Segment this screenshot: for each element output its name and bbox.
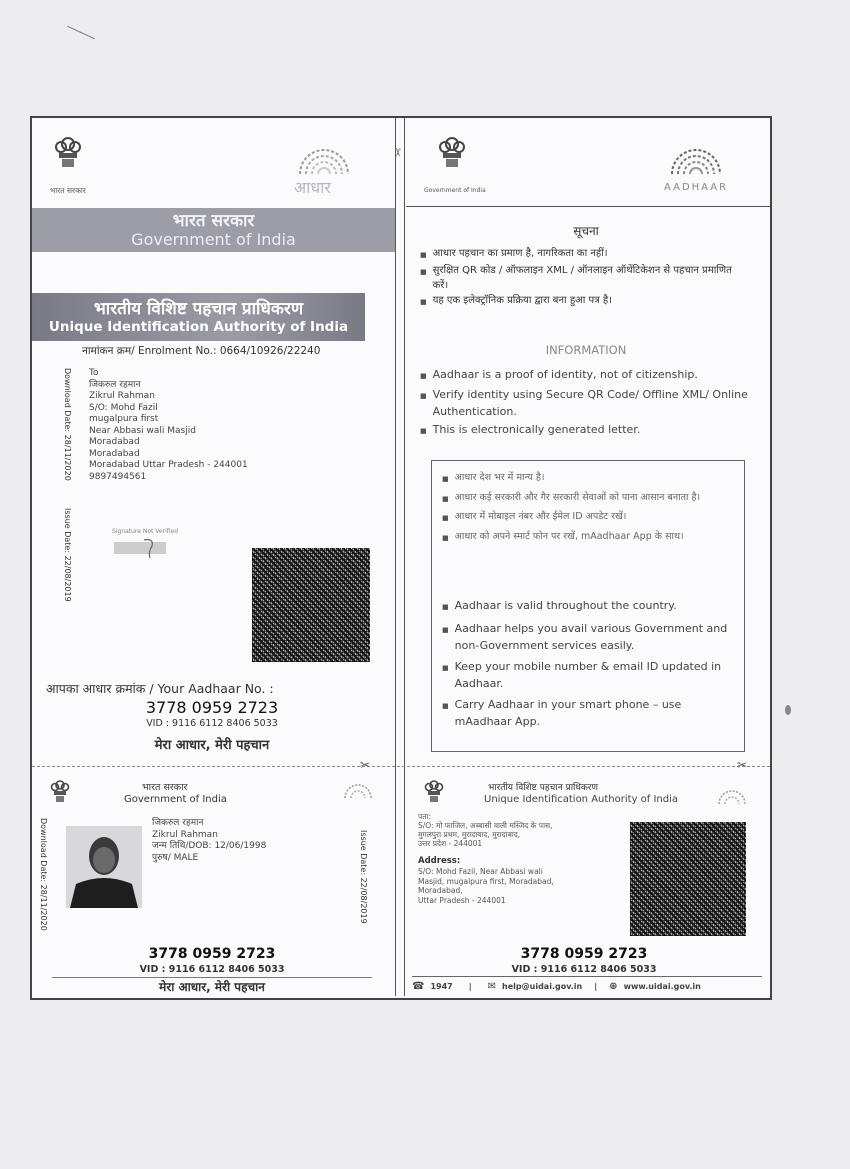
right-header-divider — [406, 206, 770, 207]
address-hindi-line: पता: — [418, 812, 432, 821]
aadhaar-logo-icon — [294, 146, 354, 176]
globe-icon: ⊕ — [609, 981, 618, 992]
address-english-line: Moradabad, — [418, 886, 463, 895]
national-emblem-icon — [54, 134, 82, 172]
holder-details — [152, 818, 266, 864]
aadhaar-logo-icon — [342, 780, 374, 800]
contact-footer — [412, 976, 762, 992]
card-tagline: मेरा आधार, मेरी पहचान — [159, 980, 265, 994]
address-english-line: Uttar Pradesh - 244001 — [418, 895, 506, 905]
card-download-date: Download Date: 28/11/2020 — [39, 818, 48, 931]
holder-photo — [66, 826, 142, 908]
benefit-hindi-item: ■ आधार में मोबाइल नंबर और ईमेल ID अपडेट रखें। — [442, 510, 722, 526]
information-title: INFORMATION — [545, 343, 627, 357]
aadhaar-logo-text: AADHAAR — [664, 182, 729, 193]
card-uidai-hindi: भारतीय विशिष्ट पहचान प्राधिकरण — [488, 783, 598, 793]
download-date: Download Date: 28/11/2020 — [63, 368, 72, 481]
card-qr-code — [630, 822, 746, 936]
address-english-line: Masjid, mugalpura first, Moradabad, — [418, 876, 554, 886]
card-address-hindi — [418, 812, 638, 848]
emblem-caption: भारत सरकार — [50, 186, 86, 195]
footer-separator: | — [594, 982, 598, 991]
card-uidai-english: Unique Identification Authority of India — [484, 794, 679, 805]
aadhaar-number-label: आपका आधार क्रमांक / Your Aadhaar No. : — [46, 681, 274, 696]
signature-mark-icon — [114, 536, 174, 562]
address-hindi-line: मुगलपुरा प्रथम, मुरादाबाद, मुरादाबाद, — [418, 830, 521, 839]
benefits-hindi-list — [442, 471, 722, 545]
emblem-caption: Government of India — [424, 187, 486, 194]
address-line: Zikrul Rahman — [89, 391, 155, 401]
benefits-english-list — [442, 597, 732, 730]
aadhaar-number: 3778 0959 2723 — [145, 698, 279, 717]
card-aadhaar-number: 3778 0959 2723 — [148, 946, 276, 962]
enrolment-number: नामांकन क्रम/ Enrolment No.: 0664/10926/22240 — [82, 345, 321, 357]
information-list — [420, 366, 760, 440]
holder-dob: जन्म तिथि/DOB: 12/06/1998 — [152, 841, 267, 851]
helpline-number: 1947 — [430, 982, 453, 991]
website: www.uidai.gov.in — [623, 982, 701, 991]
card-address-label: Address: — [418, 856, 461, 866]
horizontal-cut-line — [32, 766, 770, 767]
address-line: mugalpura first — [89, 414, 159, 424]
aadhaar-letter — [30, 116, 772, 1000]
issue-date: Issue Date: 22/08/2019 — [63, 508, 72, 602]
card-address-english — [418, 867, 638, 905]
benefit-hindi-item: ■ आधार कई सरकारी और गैर सरकारी सेवाओं को पाना आसान बनाता है। — [442, 491, 722, 507]
suchna-item: ■ सुरक्षित QR कोड / ऑफलाइन XML / ऑनलाइन ऑथेंटिकेशन से पहचान प्रमाणित करें। — [420, 263, 740, 293]
card-vid: VID : 9116 6112 8406 5033 — [139, 964, 285, 975]
address-hindi-line: S/O: मो फाजिल, अब्बासी वाली मस्जिद के पास, — [418, 821, 553, 830]
national-emblem-icon — [438, 134, 466, 172]
right-card-vid: VID : 9116 6112 8406 5033 — [511, 964, 657, 975]
benefit-hindi-item: ■ आधार देश भर में मान्य है। — [442, 471, 722, 487]
aadhaar-logo-text: आधार — [294, 178, 331, 197]
benefit-english-item: ■ Aadhaar helps you avail various Government and non-Government services easily. — [442, 620, 732, 654]
holder-name: Zikrul Rahman — [152, 829, 218, 840]
signature-note: Signature Not Verified — [112, 528, 179, 535]
recipient-address — [89, 368, 289, 483]
card-gov-english: Government of India — [124, 794, 227, 805]
vertical-cut-line — [395, 118, 405, 996]
address-line: Moradabad — [89, 448, 140, 459]
address-line: Near Abbasi wali Masjid — [89, 425, 196, 436]
aadhaar-logo-icon — [716, 786, 748, 806]
aadhaar-benefits-box — [431, 460, 745, 752]
tagline: मेरा आधार, मेरी पहचान — [154, 738, 270, 753]
uidai-hindi-title: भारतीय विशिष्ट पहचान प्राधिकरण — [93, 299, 304, 319]
address-hindi-line: उत्तर प्रदेश - 244001 — [418, 839, 483, 848]
benefit-english-item: ■ Carry Aadhaar in your smart phone – use mAadhaar App. — [442, 696, 732, 730]
national-emblem-icon — [424, 778, 444, 804]
benefit-hindi-item: ■ आधार को अपने स्मार्ट फोन पर रखें, mAadhaar App के साथ। — [442, 530, 722, 546]
scan-mark — [785, 705, 791, 715]
national-emblem-icon — [50, 778, 70, 804]
scissors-icon: ✂ — [737, 758, 748, 772]
address-line: S/O: Mohd Fazil — [89, 402, 158, 413]
suchna-item: ■ आधार पहचान का प्रमाण है, नागरिकता का नहीं। — [420, 246, 740, 263]
gov-english-title: Government of India — [131, 230, 296, 249]
aadhaar-logo-icon — [666, 146, 726, 176]
holder-name-hindi: जिकरुल रहमान — [152, 818, 204, 828]
info-item: ■ This is electronically generated letter. — [420, 421, 760, 441]
address-line: To — [89, 368, 99, 378]
gov-hindi-title: भारत सरकार — [172, 211, 255, 231]
card-gov-hindi: भारत सरकार — [142, 782, 188, 793]
suchna-item: ■ यह एक इलेक्ट्रॉनिक प्रक्रिया द्वारा बना हुआ पत्र है। — [420, 293, 740, 310]
benefit-english-item: ■ Keep your mobile number & email ID updated in Aadhaar. — [442, 658, 732, 692]
address-line: 9897494561 — [89, 471, 147, 482]
address-line: जिकरुल रहमान — [89, 379, 141, 390]
address-line: Moradabad Uttar Pradesh - 244001 — [89, 460, 248, 470]
phone-icon: ☎ — [412, 981, 425, 992]
scissors-icon: ✂ — [360, 758, 371, 772]
footer-separator: | — [468, 982, 472, 991]
scan-mark — [67, 26, 95, 40]
suchna-title: सूचना — [573, 224, 599, 238]
benefit-english-item: ■ Aadhaar is valid throughout the country. — [442, 597, 732, 616]
vid-number: VID : 9116 6112 8406 5033 — [146, 718, 278, 729]
uidai-english-title: Unique Identification Authority of India — [48, 319, 349, 335]
address-line: Moradabad — [89, 437, 140, 447]
right-card-aadhaar-number: 3778 0959 2723 — [520, 946, 648, 962]
info-item: ■ Aadhaar is a proof of identity, not of citizenship. — [420, 366, 760, 386]
info-item: ■ Verify identity using Secure QR Code/ Offline XML/ Online Authentication. — [420, 386, 760, 421]
suchna-list — [420, 246, 740, 310]
card-issue-date: Issue Date: 22/08/2019 — [359, 830, 368, 924]
address-english-line: S/O: Mohd Fazil, Near Abbasi wali — [418, 867, 543, 876]
email-icon: ✉ — [487, 981, 497, 992]
holder-gender: पुरुष/ MALE — [152, 852, 199, 863]
qr-code — [252, 548, 370, 662]
scissors-icon: ✂ — [391, 147, 405, 158]
helpline-email: help@uidai.gov.in — [502, 982, 583, 991]
